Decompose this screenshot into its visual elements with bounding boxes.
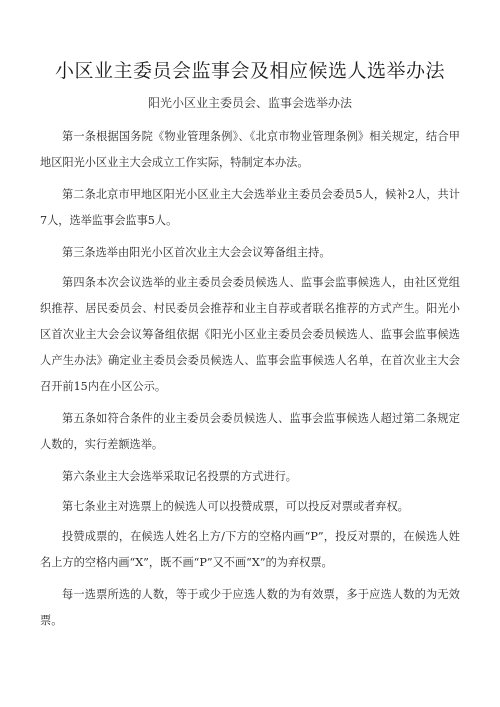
document-subtitle: 阳光小区业主委员会、监事会选举办法 <box>147 96 352 110</box>
article-4-paragraph: 第四条本次会议选举的业主委员会委员候选人、监事会监事候选人，由社区党组织推荐、居民委员会、村民委员会推荐和业主自荐或者联名推荐的方式产生。阳光小区首次业主大会会议筹备组依据《阳光小区业主委员会委员候选人、监事会监事候选人产生办法》确定业主委员会委员候选人、监事会监事候选人名单，在首次业主大会召开前15内在小区公示。 <box>40 276 460 393</box>
article-3-paragraph: 第三条选举由阳光小区首次业主大会会议筹备组主持。 <box>62 246 331 259</box>
article-6-paragraph: 第六条业主大会选举采取记名投票的方式进行。 <box>62 470 297 483</box>
document-title: 小区业主委员会监事会及相应候选人选举办法 <box>54 60 445 82</box>
article-1-paragraph: 第一条根据国务院《物业管理条例》、《北京市物业管理条例》相关规定，结合甲地区阳光小区业主大会成立工作实际，特制定本办法。 <box>40 130 460 169</box>
article-7-paragraph: 第七条业主对选票上的候选人可以投赞成票，可以投反对票或者弃权。 <box>62 500 409 513</box>
article-2-paragraph: 第二条北京市甲地区阳光小区业主大会选举业主委员会委员5人，候补2人，共计7人，选举监事会监事5人。 <box>40 188 460 227</box>
article-5-paragraph: 第五条如符合条件的业主委员会委员候选人、监事会监事候选人超过第二条规定人数的，实行差额选举。 <box>40 412 460 451</box>
ballot-validity-paragraph: 每一选票所选的人数，等于或少于应选人数的为有效票，多于应选人数的为无效票。 <box>40 588 460 627</box>
vote-marking-paragraph: 投赞成票的，在候选人姓名上方/下方的空格内画“P”，投反对票的，在候选人姓名上方的空格内画“X”，既不画“P”又不画“X”的为弃权票。 <box>40 530 460 569</box>
